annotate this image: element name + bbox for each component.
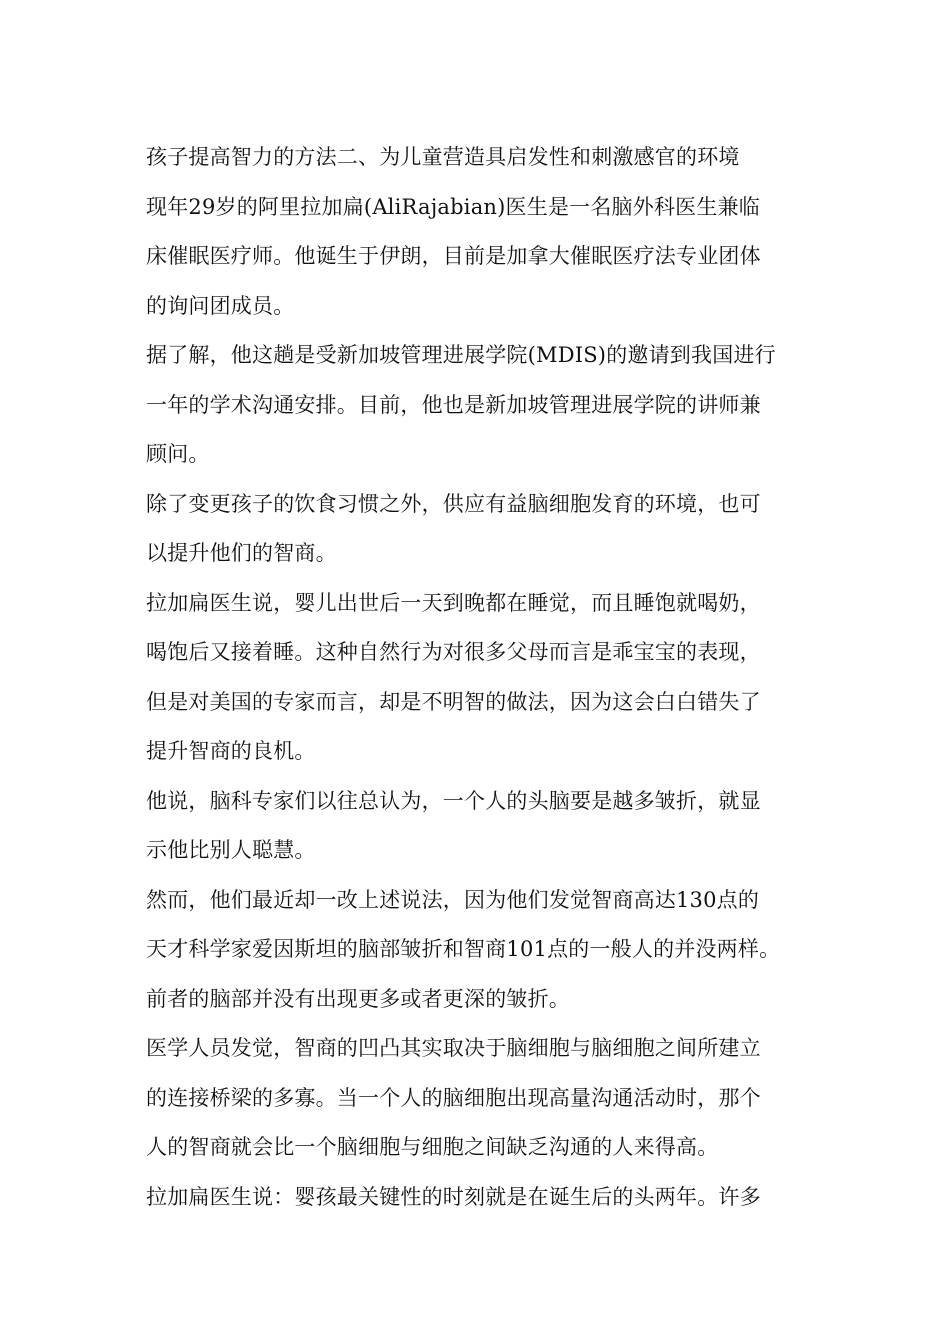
text-line: 他说，脑科专家们以往总认为，一个人的头脑要是越多皱折，就显	[146, 788, 761, 813]
document-body	[146, 133, 836, 1222]
text-line: 前者的脑部并没有出现更多或者更深的皱折。	[146, 986, 570, 1011]
text-line: 的询问团成员。	[146, 293, 295, 318]
text-line: 医学人员发觉，智商的凹凸其实取决于脑细胞与脑细胞之间所建立	[146, 1036, 761, 1060]
text-line: 一年的学术沟通安排。目前，他也是新加坡管理进展学院的讲师兼	[146, 392, 761, 417]
text-line: 但是对美国的专家而言，却是不明智的做法，因为这会白白错失了	[146, 689, 761, 714]
text-line: 除了变更孩子的饮食习惯之外，供应有益脑细胞发育的环境，也可	[146, 491, 761, 516]
text-line: 以提升他们的智商。	[146, 541, 337, 565]
text-line: 天才科学家爱因斯坦的脑部皱折和智商101点的一般人的并没两样。	[146, 937, 781, 961]
text-line: 提升智商的良机。	[146, 739, 316, 763]
text-line: 拉加扁医生说，婴儿出世后一天到晚都在睡觉，而且睡饱就喝奶，	[146, 590, 761, 615]
text-line: 顾问。	[146, 442, 210, 466]
text-line: 喝饱后又接着睡。这种自然行为对很多父母而言是乖宝宝的表现，	[146, 640, 761, 664]
text-line: 的连接桥梁的多寡。当一个人的脑细胞出现高量沟通活动时，那个	[146, 1085, 761, 1110]
text-line: 人的智商就会比一个脑细胞与细胞之间缺乏沟通的人来得高。	[146, 1135, 719, 1159]
text-line: 现年29岁的阿里拉加扁(AliRajabian)医生是一名脑外科医生兼临	[146, 194, 760, 219]
text-line: 床催眠医疗师。他诞生于伊朗，目前是加拿大催眠医疗法专业团体	[146, 244, 761, 268]
text-line: 示他比别人聪慧。	[146, 838, 316, 862]
text-line: 拉加扁医生说：婴孩最关键性的时刻就是在诞生后的头两年。许多	[146, 1184, 761, 1209]
text-line: 据了解，他这趟是受新加坡管理进展学院(MDIS)的邀请到我国进行	[146, 343, 776, 367]
document-title: 孩子提高智力的方法二、为儿童营造具启发性和刺激感官的环境	[146, 145, 740, 169]
text-line: 然而，他们最近却一改上述说法，因为他们发觉智商高达130点的	[146, 887, 760, 912]
